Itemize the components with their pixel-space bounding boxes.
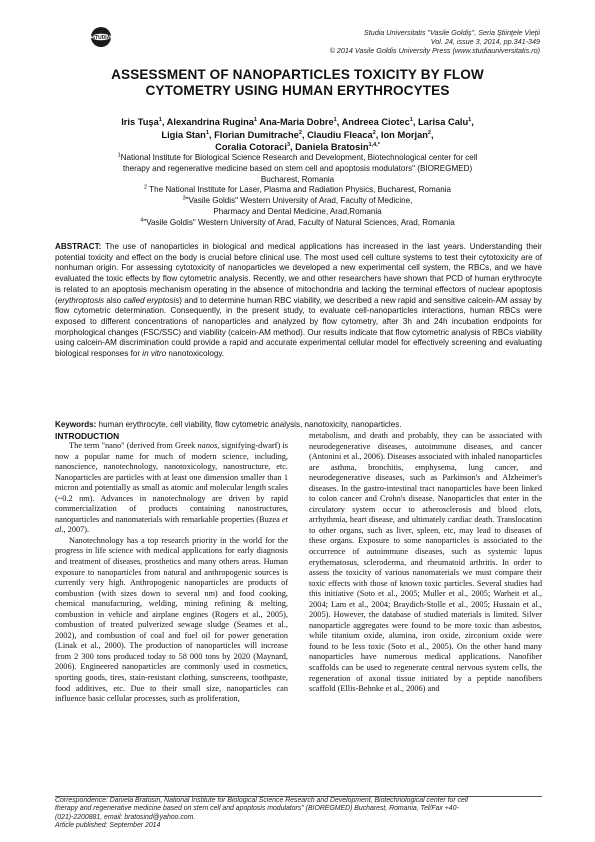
- author-name: Daniela Bratosin: [295, 142, 369, 153]
- journal-copyright: © 2014 Vasile Goldis University Press (www.studiauniversitatis.ro): [329, 46, 540, 55]
- affiliations: [60, 153, 535, 229]
- footer-line: therapy and regenerative medicine based on stem cell and apoptosis modulators" (BIOREGMED) Bucharest, Romania, Tel/Fax +40-: [55, 805, 459, 813]
- section-heading-introduction: INTRODUCTION: [55, 431, 120, 441]
- logo-text: STUDIA: [91, 35, 111, 41]
- title-line-2: CYTOMETRY USING HUMAN ERYTHROCYTES: [145, 83, 450, 98]
- paragraph: Nanotechnology has a top research priority in the world for the progress in life science with medical applications for early diagnosis and treatment of diseases, prosthetics and many others areas. Human exposure to nanoparticles from natural and anthropogenic sources is currently very high. Anthropogenic nanoparticles are products of combustion (with sizes down to several nm) and food cooking, chemical manufacturing, welding, mining refining & melting, combustion in vehicle and airplane engines (Rogers et al., 2005), combustion of treated pulverized sewage sludge (Seames et al., 2002), and combustion of coal and fuel oil for power generation (Linak et al., 2000). The production of nanoparticles will increase from 2 300 tons produced today to 58 000 tons by 2020 (Maynard, 2006). Engineered nanoparticles are commonly used in cosmetics, sporting goods, tires, stain-resistant clothing, sunscreens, toothpaste, food additives, etc. Due to their small size, nanoparticles can influence basic cellular processes, such as proliferation,: [55, 535, 288, 704]
- journal-logo: [90, 26, 112, 48]
- author-sup: 1: [409, 116, 413, 123]
- keywords-label: Keywords:: [55, 420, 97, 429]
- footer-published: Article published: September 2014: [55, 822, 161, 830]
- correspondence-footer: [55, 797, 545, 831]
- affiliation-1: $^1$National Institute for Biological Science Research and Development, Biotechnological center for cell: [117, 152, 478, 162]
- abstract-text: nanotoxicology.: [166, 349, 225, 359]
- author-name: Ligia Stan: [161, 129, 206, 140]
- author-list: Iris Tuşa$^1$, Alexandrina Rugina$^1$ Ana-Maria Dobre$^1$, Andreea Ciotec$^1$, Larisa Calu$^1$, Ligia Stan$^1$, Florian Dumitrache$^2$, Claudiu Fleaca$^2$, Ion Morjan$^2$, Coralia Cotoraci$^3$, Daniela Bratosin$^{1,4,*}$: [121, 116, 474, 153]
- author-name: Larisa Calu: [418, 117, 469, 127]
- abstract-label: ABSTRACT:: [55, 242, 102, 251]
- author-name: Ion Morjan: [380, 129, 428, 140]
- abstract-text: The use of nanoparticles in biological and medical applications has increased in the last years. Understanding their potential toxicity and effect on the body is crucial before clinical use. The most used cell culture systems to test their cytotoxicity are of nonhuman origin. For assessing cytotoxicity of nanoparticles we developed a new experimental cell system, the RBCs, and we have evaluated the toxic effects by flow cytometric analysis. Recently, we and other researchers have shown that PCD of human erythrocyte is related to an apoptosis mechanism operating in the absence of mitochondria and lacking the terminal effectors of nuclear apoptosis (: [55, 242, 542, 305]
- author-name: Andreea Ciotec: [341, 117, 410, 127]
- author-sup: 1: [158, 116, 162, 123]
- author-name: Claudiu Fleaca: [307, 129, 373, 140]
- paper-title: [60, 67, 535, 99]
- author-sup: 1: [205, 129, 209, 136]
- author-name: Ana-Maria Dobre: [259, 117, 334, 127]
- affiliation-1-city: Bucharest, Romania: [260, 174, 335, 184]
- author-sup: 2: [298, 129, 302, 136]
- affiliation-1-cont: therapy and regenerative medicine based on stem cell and apoptosis modulators" (BIOREGMED): [122, 163, 473, 173]
- abstract-text: also: [104, 295, 124, 305]
- author-name: Iris Tuşa: [121, 117, 159, 127]
- author-sup: 1: [333, 116, 337, 123]
- journal-header: [330, 28, 540, 55]
- affiliation-3: $^3$"Vasile Goldis" Western University of Arad, Faculty of Medicine,: [182, 195, 413, 206]
- abstract: [55, 242, 542, 360]
- author-name: Coralia Cotoraci: [215, 142, 287, 153]
- keywords: [55, 420, 542, 431]
- author-sup: 1,4,*: [368, 142, 380, 149]
- abstract-text: ) and to determine human RBC viability, we described a new rapid and sensitive calcein-AM assay by flow cytometric determination. Consequently, in the present study, to evaluate cell-nanoparticles interactions, human RBCs were exposed to different concentrations of nanoparticles and analyzed by flow cytometry, after 3h and 24h incubation endpoints for morphological changes (FSC/SSC) and viability (calcein-AM method). Our results indicate that flow cytometric analysis of RBCs viability using calcein-AM discrimination could provide a rapid and accurate experimental cellular model for effectively screening and evaluating biological responses for: [55, 295, 542, 359]
- journal-volume: Vol. 24, issue 3, 2014, pp.341-349: [430, 37, 540, 46]
- affiliation-3-cont: Pharmacy and Dental Medicine, Arad,Romania: [213, 206, 382, 216]
- affiliation-2: $^2$ The National Institute for Laser, Plasma and Radiation Physics, Bucharest, Romania: [143, 184, 452, 195]
- footer-email: (021)-2200881, email: bratosind@yahoo.com.: [55, 813, 196, 821]
- abstract-italic: called eryptosis: [123, 295, 180, 305]
- author-sup: 1: [468, 116, 472, 123]
- abstract-italic: in vitro: [142, 349, 167, 359]
- paragraph: metabolism, and death and probably, they can be associated with neurodegenerative diseases, autoimmune diseases, and cancer (Antonini et al., 2006). Diseases associated with inhaled nanoparticles are asthma, bronchitis, emphysema, lung cancer, and neurodegenerative diseases, such as Parkinson's and Alzheimer's diseases. In the gastro-intestinal tract nanoparticles have been linked to colon cancer and Crohn's disease. Nanoparticles that enter in the circulatory system occur to atherosclerosis and blood clots, arrhythmia, heart disease, and ultimately cardiac death. Translocation to other organs, such as liver, spleen, etc, may lead to diseases of these organs. Exposure to some nanoparticles is associated to the occurrence of autoimmune diseases, such as systemic lupus erythematosus, scleroderma, and rheumatoid arthritis. In order to assess the toxicity of various nanomaterials we must compare their toxic effects with those of known toxic particles. Several studies had this initiative (Soto et al., 2005; Muller et al., 2005; Warheit et al., 2004; Lam et al., 2004; Braydich-Stolle et al., 2005; Hussain et al., 2005). However, the database of studied materials is limited. Silver nanoparticle aggregates were found to be more toxic than asbestos, while titanium oxide, alumina, iron oxide, zirconium oxide were found to be less toxic (Soto et al., 2005). On the other hand many nanoparticles have numerous medical applications. Nanofiber scaffolds can be used to regenerate central nervous system cells, the regeneration of axonal tissue initiated by a peptide nanofibers scaffold (Ellis-Behnke et al., 2006) and: [309, 431, 542, 694]
- author-sup: 3: [286, 142, 290, 149]
- body-column-right: [309, 431, 542, 796]
- title-line-1: ASSESSMENT OF NANOPARTICLES TOXICITY BY FLOW: [111, 67, 484, 82]
- author-name: Alexandrina Rugina: [166, 117, 254, 127]
- body-column-left: [55, 441, 288, 796]
- author-sup: 2: [372, 129, 376, 136]
- journal-name: Studia Universitatis "Vasile Goldiş", Seria Ştiinţele Vieţii: [363, 28, 540, 37]
- author-sup: 1: [253, 116, 258, 123]
- author-name: Florian Dumitrache: [214, 129, 299, 140]
- keywords-text: human erythrocyte, cell viability, flow cytometric analysis, nanotoxicity, nanoparticles.: [96, 420, 402, 429]
- affiliation-4: $^4$"Vasile Goldis" Western University of Arad, Faculty of Natural Sciences, Arad, Romania: [140, 217, 455, 227]
- abstract-italic: erythroptosis: [57, 295, 105, 305]
- footer-line: Correspondence: Daniela Bratosin, National Institute for Biological Science Research and Development, Biotechnological center for cell: [55, 797, 468, 804]
- paragraph: The term "nano" (derived from Greek nanos, signifying-dwarf) is now a popular name for much of modern science, including, nanoscience, nanotechnology, nanotoxicology, nanostructure, etc. Nanoparticles are particles with at least one dimension smaller than 1 micron and potentially as small as atomic and molecular length scales (~0.2 nm). Advances in nanotechnology are driven by rapid commercialization of products containing nanostructures, nanoparticles and nanomaterials with remarkable properties (Buzea et al., 2007).: [55, 441, 288, 535]
- author-sup: 2: [427, 129, 431, 136]
